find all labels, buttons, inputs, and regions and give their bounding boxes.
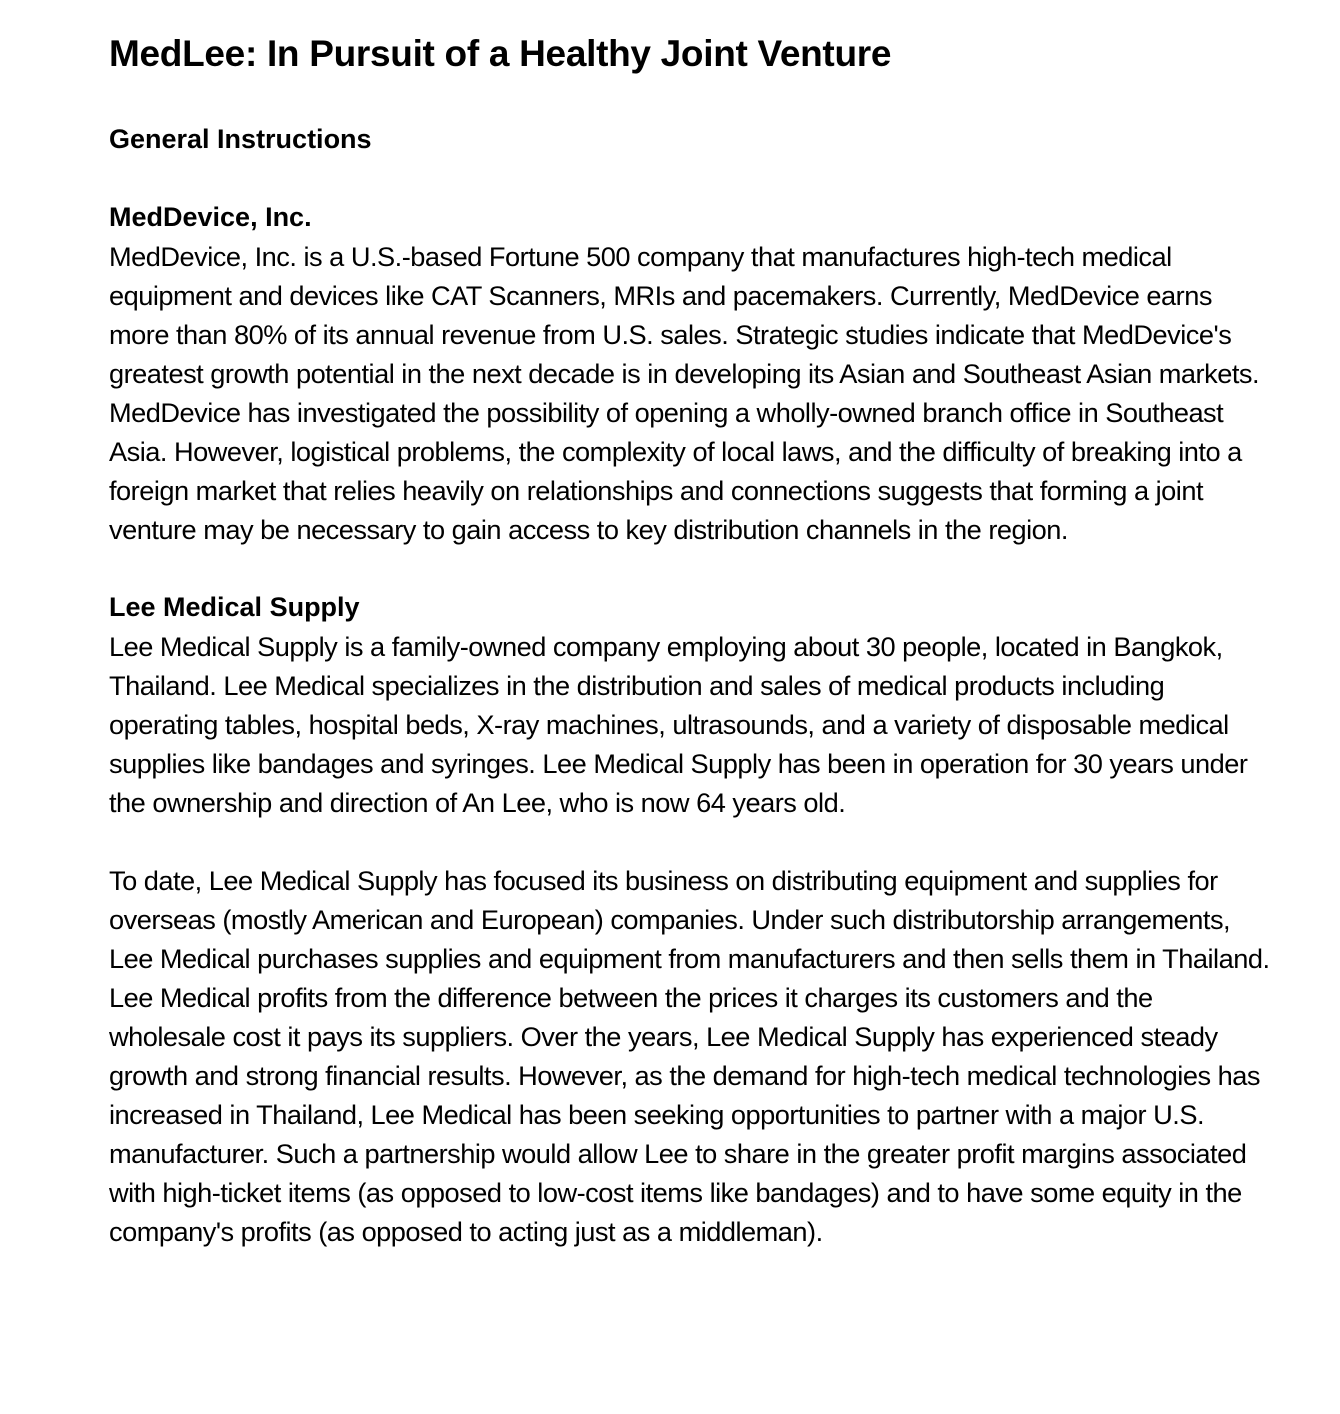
- paragraph-lee-intro: Lee Medical Supply is a family-owned company employing about 30 people, located in Bangkok, Thailand. Lee Medical specializes in the distribution and sales of medical products including operating tables, hospital beds, X-ray machines, ultrasounds, and a variety of disposable medical supplies like bandages and syringes. Lee Medical Supply has been in operation for 30 years under the ownership and direction of An Lee, who is now 64 years old.: [109, 631, 1248, 818]
- paragraph-meddevice: MedDevice, Inc. is a U.S.-based Fortune 500 company that manufactures high-tech medical equipment and devices like CAT Scanners, MRIs and pacemakers. Currently, MedDevice earns more than 80% of its annual revenue from U.S. sales. Strategic studies indicate that MedDevice's greatest growth potential in the next decade is in developing its Asian and Southeast Asian markets. MedDevice has investigated the possibility of opening a wholly-owned branch office in Southeast Asia. However, logistical problems, the complexity of local laws, and the difficulty of breaking into a foreign market that relies heavily on relationships and connections suggests that forming a joint venture may be necessary to gain access to key distribution channels in the region.: [109, 241, 1260, 545]
- section-meddevice: [109, 198, 1274, 549]
- section-lee-medical-supply: [109, 588, 1274, 1251]
- section-heading-lee-medical-supply: Lee Medical Supply: [109, 592, 360, 622]
- document-page: [109, 30, 1274, 1251]
- general-instructions-heading: General Instructions: [109, 124, 372, 154]
- section-heading-meddevice: MedDevice, Inc.: [109, 202, 312, 232]
- paragraph-lee-business: To date, Lee Medical Supply has focused its business on distributing equipment and supplies for overseas (mostly American and European) companies. Under such distributorship arrangements, Lee Medical purchases supplies and equipment from manufacturers and then sells them in Thailand. Lee Medical profits from the difference between the prices it charges its customers and the wholesale cost it pays its suppliers. Over the years, Lee Medical Supply has experienced steady growth and strong financial results. However, as the demand for high-tech medical technologies has increased in Thailand, Lee Medical has been seeking opportunities to partner with a major U.S. manufacturer. Such a partnership would allow Lee to share in the greater profit margins associated with high-ticket items (as opposed to low-cost items like bandages) and to have some equity in the company's profits (as opposed to acting just as a middleman).: [109, 865, 1270, 1247]
- document-title: MedLee: In Pursuit of a Healthy Joint Venture: [109, 33, 892, 74]
